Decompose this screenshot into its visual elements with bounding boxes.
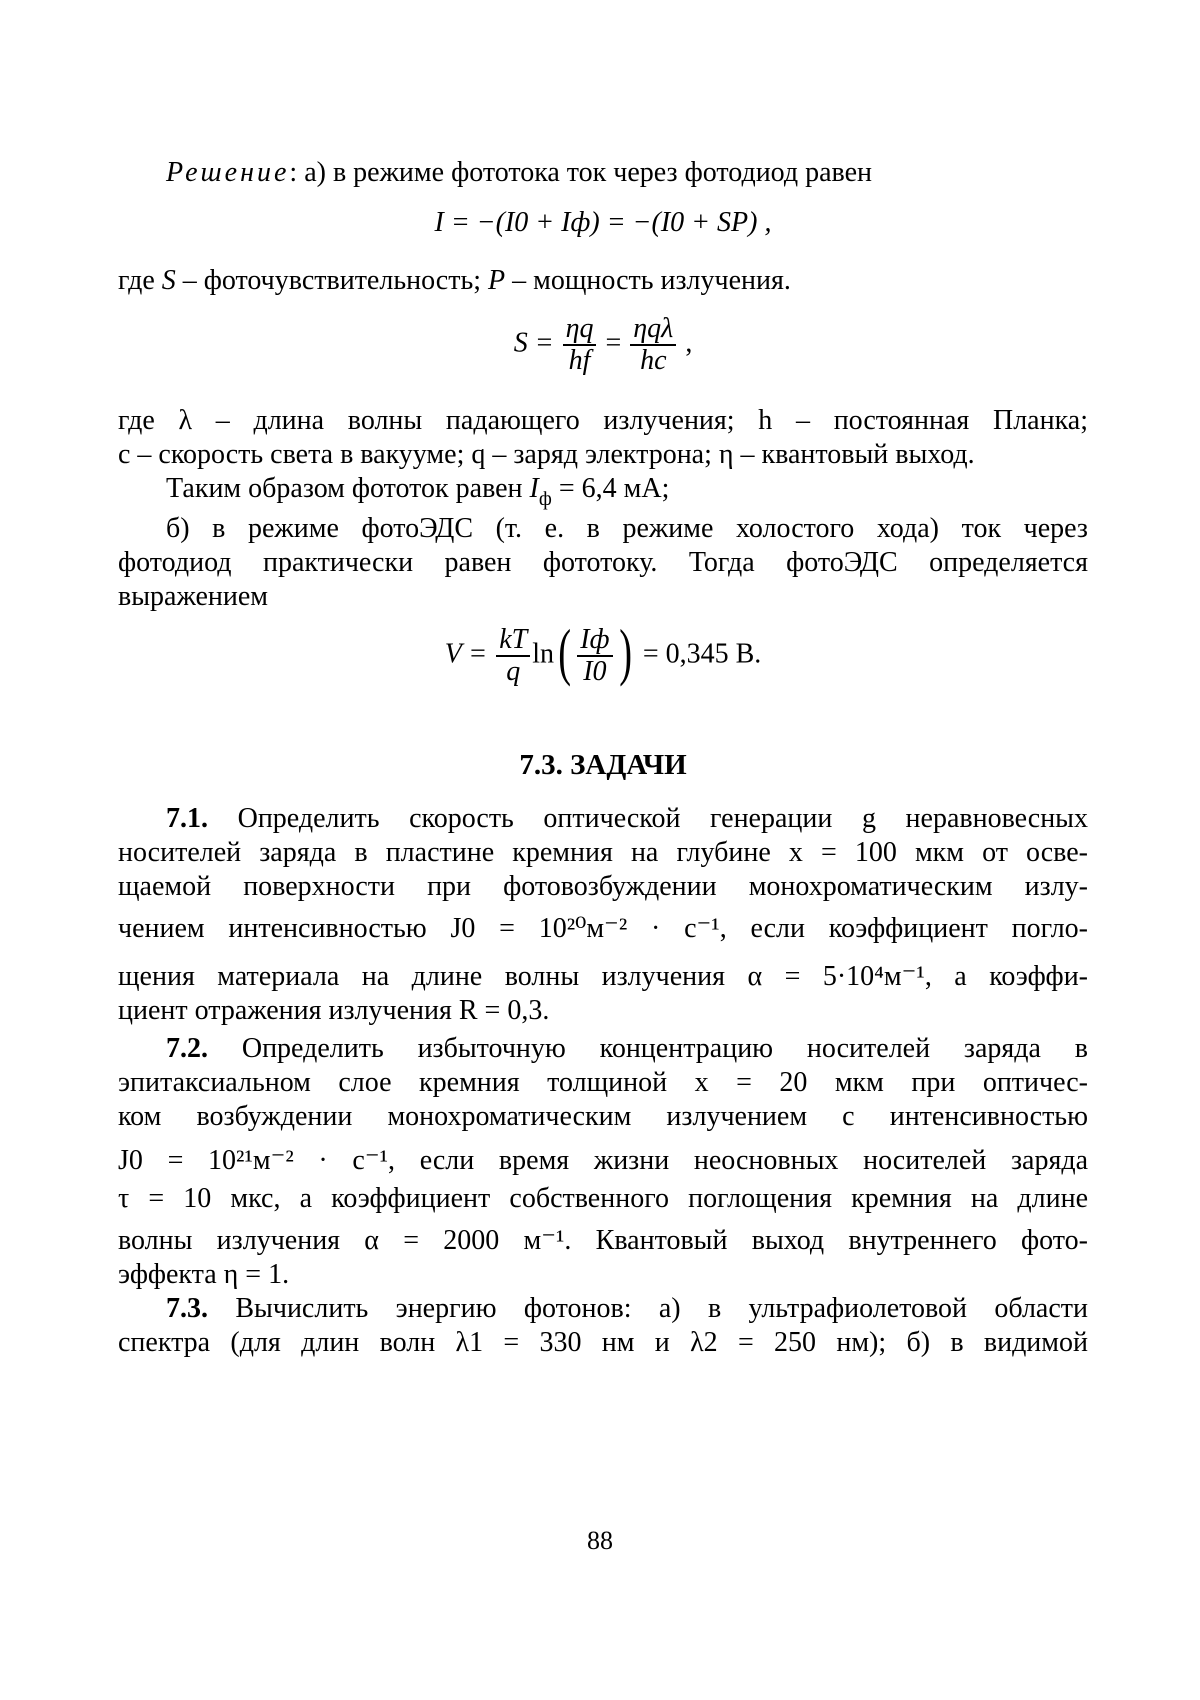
formula-sensitivity bbox=[118, 314, 1088, 376]
task-7-3-line-2: спектра (для длин волн λ1 = 330 нм и λ2 = 250 нм); б) в видимой bbox=[118, 1327, 1088, 1358]
fraction-2-denominator: hc bbox=[640, 345, 667, 376]
definition-s-text: – фоточувствительность; bbox=[182, 265, 481, 296]
ln-operator: ln bbox=[532, 638, 554, 670]
task-7-3-line-1-text: Вычислить энергию фотонов: а) в ультрафиолетовой области bbox=[235, 1293, 1089, 1324]
definitions-line-1: где λ – длина волны падающего излучения; h – постоянная Планка; bbox=[118, 405, 1088, 436]
definition-s-p bbox=[118, 264, 1088, 298]
fraction-1-denominator: hf bbox=[568, 345, 591, 376]
task-7-1-line-4: чением интенсивностью J0 = 10²⁰м⁻² · с⁻¹, если коэффициент погло- bbox=[118, 913, 1088, 944]
task-7-1-line-5: щения материала на длине волны излучения α = 5·10⁴м⁻¹, а коэффи- bbox=[118, 961, 1088, 992]
task-7-2-line-1 bbox=[118, 1032, 1088, 1066]
fraction-kt-q bbox=[496, 625, 530, 687]
fraction-i0-denominator: I0 bbox=[583, 656, 607, 687]
task-7-3 bbox=[118, 1292, 1088, 1360]
formula-photo-emf: V = $\frac{kT}{q}$ ln( $\frac{Iф}{I0}$ ) = 0,345 В. bbox=[444, 616, 762, 687]
fraction-1 bbox=[563, 314, 597, 376]
task-7-2-number: 7.2. bbox=[166, 1033, 208, 1064]
photo-emf-paragraph bbox=[118, 512, 1088, 614]
task-7-3-number: 7.3. bbox=[166, 1293, 208, 1324]
photocurrent-value: = 6,4 мА; bbox=[558, 473, 670, 504]
formula-sensitivity-tail: , bbox=[685, 327, 693, 359]
fraction-kt-numerator: kT bbox=[496, 625, 530, 657]
formula-current bbox=[118, 206, 1088, 240]
fraction-iph-numerator: Iф bbox=[577, 625, 612, 657]
formula-current-text: I = −(I0 + Iф) = −(I0 + SP) , bbox=[434, 207, 772, 238]
symbol-p: P bbox=[488, 265, 506, 296]
definitions-paragraph bbox=[118, 404, 1088, 472]
task-7-3-line-1 bbox=[118, 1292, 1088, 1326]
equals-sign: = bbox=[605, 327, 622, 359]
task-7-1 bbox=[118, 802, 1088, 1028]
task-7-1-line-6: циент отражения излучения R = 0,3. bbox=[118, 995, 550, 1026]
task-7-1-number: 7.1. bbox=[166, 803, 208, 834]
photo-emf-line-2: фотодиод практически равен фототоку. Тогда фотоЭДС определяется bbox=[118, 547, 1088, 578]
solution-paragraph: Решение: а) в режиме фототока ток через фотодиод равен bbox=[166, 157, 873, 188]
fraction-2-numerator: ηqλ bbox=[630, 314, 676, 346]
formula-emf-lhs: V = bbox=[444, 638, 488, 670]
task-7-2 bbox=[118, 1032, 1088, 1292]
fraction-currents bbox=[577, 625, 612, 687]
solution-text: а) в режиме фототока ток через фотодиод равен bbox=[304, 157, 873, 188]
definition-p-text: – мощность излучения. bbox=[512, 265, 791, 296]
task-7-2-line-5: τ = 10 мкс, а коэффициент собственного поглощения кремния на длине bbox=[118, 1183, 1088, 1214]
task-7-1-line-3: щаемой поверхности при фотовозбуждении монохроматическим излу- bbox=[118, 871, 1088, 902]
formula-sensitivity-lhs: S = bbox=[513, 327, 554, 359]
task-7-1-line-2: носителей заряда в пластине кремния на глубине x = 100 мкм от осве- bbox=[118, 837, 1088, 868]
photocurrent-result: Таким образом фототок равен $I_ф = 6,4$ мА; bbox=[166, 473, 670, 510]
fraction-q-denominator: q bbox=[506, 656, 521, 687]
fraction-1-numerator: ηq bbox=[563, 314, 597, 346]
page-number: 88 bbox=[587, 1526, 613, 1555]
fraction-2 bbox=[630, 314, 676, 376]
task-7-2-line-1-text: Определить избыточную концентрацию носителей заряда в bbox=[241, 1033, 1089, 1064]
solution-label: Решение bbox=[166, 157, 290, 188]
section-heading: 7.3. ЗАДАЧИ bbox=[519, 749, 687, 781]
task-7-2-line-7: эффекта η = 1. bbox=[118, 1259, 290, 1290]
task-7-2-line-4: J0 = 10²¹м⁻² · с⁻¹, если время жизни неосновных носителей заряда bbox=[118, 1145, 1088, 1176]
task-7-2-line-2: эпитаксиальном слое кремния толщиной x = 20 мкм при оптичес- bbox=[118, 1067, 1088, 1098]
task-7-1-line-1-text: Определить скорость оптической генерации g неравновесных bbox=[237, 803, 1088, 834]
task-7-2-line-3: ком возбуждении монохроматическим излучением с интенсивностью bbox=[118, 1101, 1088, 1132]
definition-pre: где bbox=[118, 265, 155, 296]
task-7-1-line-1 bbox=[118, 802, 1088, 836]
definitions-line-2: c – скорость света в вакууме; q – заряд электрона; η – квантовый выход. bbox=[118, 439, 975, 470]
photo-emf-line-3: выражением bbox=[118, 581, 268, 612]
formula-emf-rhs: = 0,345 В. bbox=[642, 638, 762, 670]
symbol-s: S bbox=[161, 265, 176, 296]
photocurrent-text: Таким образом фототок равен bbox=[166, 473, 523, 504]
photo-emf-line-1: б) в режиме фотоЭДС (т. е. в режиме холостого хода) ток через bbox=[166, 513, 1088, 544]
task-7-2-line-6: волны излучения α = 2000 м⁻¹. Квантовый выход внутреннего фото- bbox=[118, 1225, 1088, 1256]
